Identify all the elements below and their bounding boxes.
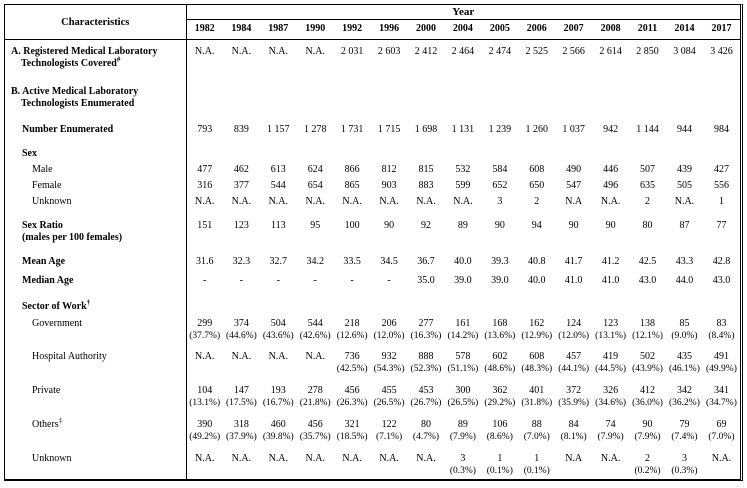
- cell-sex_unknown-1987: N.A.: [268, 196, 289, 207]
- year-col-2011: 2011: [629, 20, 666, 40]
- cell-female-2017: 556: [713, 180, 729, 191]
- row-label-mean_age: Mean Age: [5, 246, 186, 270]
- cell-private-1984: 147 (17.5%): [225, 385, 257, 408]
- cell-male-1984: 462: [233, 164, 249, 175]
- cell-hospital_authority-2007: 457 (44.1%): [558, 351, 590, 374]
- cell-hospital_authority-1990: N.A.: [305, 351, 325, 362]
- cell-active-2005: [481, 72, 518, 112]
- cell-sex_ratio-1992: 100: [344, 220, 360, 231]
- year-col-2005: 2005: [481, 20, 518, 40]
- table-border: [4, 4, 743, 481]
- cell-male-2008: 446: [603, 164, 619, 175]
- cell-sector_unknown-2011: 2 (0.2%): [634, 453, 661, 476]
- cell-sector_unknown-2006: 1 (0.1%): [523, 453, 550, 476]
- cell-private-1982: 104 (13.1%): [189, 385, 221, 408]
- cell-active-2006: [518, 72, 555, 112]
- cell-female-1987: 544: [270, 180, 286, 191]
- row-label-others: Others‡: [5, 411, 186, 445]
- cell-number_enumerated-2014: 944: [676, 124, 692, 135]
- row-sector: [5, 289, 740, 315]
- cell-number_enumerated-1996: 1 715: [377, 124, 401, 135]
- cell-male-2000: 815: [418, 164, 434, 175]
- cell-mean_age-1990: 34.2: [306, 256, 324, 267]
- cell-sex-2007: [555, 138, 592, 162]
- cell-sex_unknown-2004: N.A.: [453, 196, 473, 207]
- cell-government-2006: 162 (12.9%): [521, 318, 553, 341]
- characteristics-header: Characteristics: [5, 5, 186, 40]
- cell-male-1987: 613: [270, 164, 286, 175]
- cell-registered-1992: 2 031: [340, 46, 364, 57]
- row-male: [5, 162, 740, 178]
- cell-number_enumerated-2017: 984: [713, 124, 729, 135]
- cell-female-2007: 547: [566, 180, 582, 191]
- table-body: [5, 40, 740, 480]
- cell-government-1996: 206 (12.0%): [373, 318, 405, 341]
- cell-sex-1987: [260, 138, 297, 162]
- cell-others-2000: 80 (4.7%): [412, 419, 440, 442]
- table-header: [5, 5, 740, 40]
- cell-female-2011: 635: [640, 180, 656, 191]
- row-sex_unknown: [5, 194, 740, 210]
- row-government: [5, 315, 740, 344]
- cell-hospital_authority-2011: 502 (43.9%): [632, 351, 663, 374]
- cell-sector_unknown-2008: N.A.: [600, 453, 621, 464]
- cell-others-2004: 89 (7.9%): [449, 419, 476, 442]
- cell-male-2007: 490: [566, 164, 582, 175]
- cell-government-1990: 544 (42.6%): [299, 318, 331, 341]
- cell-active-1984: [223, 72, 260, 112]
- cell-sector_unknown-2005: 1 (0.1%): [486, 453, 513, 476]
- cell-sex_ratio-2011: 80: [642, 220, 653, 231]
- cell-sex-1992: [334, 138, 371, 162]
- year-col-2006: 2006: [518, 20, 555, 40]
- cell-registered-2005: 2 474: [488, 46, 512, 57]
- cell-government-2008: 123 (13.1%): [595, 318, 627, 341]
- row-label-sex_ratio: Sex Ratio (males per 100 females): [5, 210, 186, 246]
- footnote-mark: †: [86, 298, 91, 307]
- cell-hospital_authority-2005: 602 (48.6%): [484, 351, 516, 374]
- cell-hospital_authority-1987: N.A.: [268, 351, 289, 362]
- cell-median_age-1982: -: [203, 275, 207, 286]
- row-label-male: Male: [5, 162, 186, 178]
- cell-sex_ratio-2000: 92: [420, 220, 431, 231]
- cell-sector-2017: [703, 289, 740, 315]
- cell-registered-1987: N.A.: [268, 46, 289, 57]
- cell-number_enumerated-1987: 1 157: [267, 124, 290, 135]
- cell-registered-1996: 2 603: [377, 46, 401, 57]
- cell-hospital_authority-2004: 578 (51.1%): [447, 351, 479, 374]
- cell-sex_ratio-1996: 90: [384, 220, 395, 231]
- cell-sector_unknown-1990: N.A.: [305, 453, 325, 464]
- row-others: [5, 411, 740, 445]
- cell-mean_age-2004: 40.0: [454, 256, 472, 267]
- row-label-female: Female: [5, 178, 186, 194]
- cell-female-2000: 883: [418, 180, 434, 191]
- cell-active-2017: [703, 72, 740, 112]
- cell-male-2005: 584: [492, 164, 508, 175]
- cell-sex-1984: [223, 138, 260, 162]
- cell-registered-2006: 2 525: [525, 46, 548, 57]
- cell-active-1992: [334, 72, 371, 112]
- cell-sector-2000: [408, 289, 445, 315]
- year-col-2008: 2008: [592, 20, 629, 40]
- row-label-hospital_authority: Hospital Authority: [5, 344, 186, 377]
- cell-male-2014: 439: [676, 164, 692, 175]
- cell-sector-1992: [334, 289, 371, 315]
- cell-sex-2000: [408, 138, 445, 162]
- cell-sector_unknown-1984: N.A.: [231, 453, 252, 464]
- cell-active-1990: [297, 72, 334, 112]
- cell-government-1987: 504 (43.6%): [262, 318, 294, 341]
- cell-male-1996: 812: [381, 164, 397, 175]
- cell-hospital_authority-2008: 419 (44.5%): [595, 351, 627, 374]
- cell-sex-2004: [444, 138, 481, 162]
- cell-female-2004: 599: [455, 180, 471, 191]
- cell-sex_ratio-1984: 123: [233, 220, 249, 231]
- statistics-table: [5, 5, 740, 479]
- row-number_enumerated: [5, 112, 740, 138]
- cell-hospital_authority-1982: N.A.: [194, 351, 215, 362]
- cell-male-2011: 507: [640, 164, 656, 175]
- cell-sector_unknown-2007: N.A: [565, 453, 583, 464]
- cell-sex-2017: [703, 138, 740, 162]
- cell-median_age-1984: -: [239, 275, 244, 286]
- cell-female-2006: 650: [529, 180, 545, 191]
- cell-number_enumerated-2011: 1 144: [636, 124, 659, 135]
- cell-median_age-2011: 43.0: [638, 275, 657, 286]
- cell-mean_age-1987: 32.7: [269, 256, 288, 267]
- cell-sex-2005: [481, 138, 518, 162]
- row-sector_unknown: [5, 445, 740, 479]
- cell-others-2006: 88 (7.0%): [523, 419, 550, 442]
- cell-median_age-1996: -: [387, 275, 391, 286]
- cell-registered-2011: 2 850: [636, 46, 659, 57]
- cell-mean_age-1982: 31.6: [195, 256, 214, 267]
- cell-others-1996: 122 (7.1%): [376, 419, 403, 442]
- row-female: [5, 178, 740, 194]
- cell-mean_age-2005: 39.3: [491, 256, 509, 267]
- cell-others-1992: 321 (18.5%): [336, 419, 368, 442]
- row-label-median_age: Median Age: [5, 270, 186, 289]
- cell-private-2005: 362 (29.2%): [484, 385, 516, 408]
- cell-sex_unknown-2005: 3: [497, 196, 503, 207]
- cell-sector-2008: [592, 289, 629, 315]
- cell-sex_unknown-1996: N.A.: [379, 196, 399, 207]
- cell-others-1982: 390 (49.2%): [189, 419, 221, 442]
- cell-number_enumerated-2005: 1 239: [488, 124, 512, 135]
- cell-median_age-1992: -: [350, 275, 354, 286]
- cell-female-2005: 652: [492, 180, 508, 191]
- row-label-sex: Sex: [5, 138, 186, 162]
- cell-others-2008: 74 (7.9%): [597, 419, 624, 442]
- row-hospital_authority: [5, 344, 740, 377]
- cell-median_age-1990: -: [313, 275, 317, 286]
- cell-sex-1990: [297, 138, 334, 162]
- cell-median_age-2000: 35.0: [417, 275, 435, 286]
- cell-female-1990: 654: [307, 180, 323, 191]
- cell-registered-1984: N.A.: [231, 46, 252, 57]
- cell-median_age-2004: 39.0: [454, 275, 472, 286]
- cell-others-2011: 90 (7.9%): [634, 419, 661, 442]
- row-active: [5, 72, 740, 112]
- cell-government-2004: 161 (14.2%): [447, 318, 479, 341]
- cell-registered-2007: 2 566: [562, 46, 585, 57]
- cell-private-2000: 453 (26.7%): [410, 385, 442, 408]
- cell-male-1990: 624: [307, 164, 323, 175]
- cell-mean_age-1996: 34.5: [380, 256, 398, 267]
- footnote-mark: #: [116, 55, 121, 64]
- cell-sex-1982: [186, 138, 223, 162]
- cell-mean_age-1992: 33.5: [343, 256, 361, 267]
- cell-mean_age-1984: 32.3: [232, 256, 251, 267]
- cell-active-1987: [260, 72, 297, 112]
- cell-mean_age-2011: 42.5: [638, 256, 657, 267]
- cell-government-1982: 299 (37.7%): [189, 318, 221, 341]
- cell-sex-2011: [629, 138, 666, 162]
- cell-others-2007: 84 (8.1%): [560, 419, 587, 442]
- cell-sex_unknown-2000: N.A.: [416, 196, 436, 207]
- cell-sex_unknown-2007: N.A: [565, 196, 583, 207]
- cell-private-1987: 193 (16.7%): [262, 385, 294, 408]
- cell-female-2008: 496: [603, 180, 619, 191]
- cell-number_enumerated-2007: 1 037: [562, 124, 585, 135]
- cell-registered-1982: N.A.: [194, 46, 215, 57]
- year-col-1996: 1996: [371, 20, 408, 40]
- cell-active-2014: [666, 72, 703, 112]
- cell-government-2000: 277 (16.3%): [410, 318, 442, 341]
- cell-hospital_authority-2006: 608 (48.3%): [521, 351, 553, 374]
- cell-hospital_authority-2017: 491 (49.9%): [706, 351, 737, 374]
- cell-government-2014: 85 (9.0%): [671, 318, 698, 341]
- cell-private-2014: 342 (36.2%): [669, 385, 700, 408]
- row-label-government: Government: [5, 315, 186, 344]
- cell-number_enumerated-1984: 839: [233, 124, 249, 135]
- cell-sex-1996: [371, 138, 408, 162]
- cell-private-1996: 455 (26.5%): [373, 385, 405, 408]
- row-sex: [5, 138, 740, 162]
- cell-mean_age-2008: 41.2: [601, 256, 620, 267]
- cell-registered-1990: N.A.: [305, 46, 325, 57]
- cell-sex_ratio-2007: 90: [568, 220, 579, 231]
- cell-sex_ratio-2017: 77: [716, 220, 727, 231]
- cell-sector-2007: [555, 289, 592, 315]
- cell-private-2011: 412 (36.0%): [632, 385, 663, 408]
- cell-others-1987: 460 (39.8%): [262, 419, 294, 442]
- cell-hospital_authority-2014: 435 (46.1%): [669, 351, 700, 374]
- year-col-2004: 2004: [444, 20, 481, 40]
- cell-sex_ratio-1982: 151: [197, 220, 213, 231]
- row-label-active: B. Active Medical Laboratory Technologists Enumerated: [5, 72, 186, 112]
- cell-others-1984: 318 (37.9%): [225, 419, 257, 442]
- cell-others-1990: 456 (35.7%): [299, 419, 331, 442]
- cell-active-2007: [555, 72, 592, 112]
- cell-sex_unknown-2017: 1: [718, 196, 724, 207]
- cell-number_enumerated-2006: 1 260: [525, 124, 548, 135]
- cell-number_enumerated-1992: 1 731: [340, 124, 364, 135]
- cell-registered-2017: 3 426: [710, 46, 733, 57]
- cell-sector_unknown-1982: N.A.: [194, 453, 215, 464]
- cell-mean_age-2017: 42.8: [712, 256, 731, 267]
- cell-median_age-2007: 41.0: [564, 275, 583, 286]
- cell-sector_unknown-1992: N.A.: [342, 453, 362, 464]
- cell-female-2014: 505: [676, 180, 692, 191]
- year-col-2000: 2000: [408, 20, 445, 40]
- cell-hospital_authority-1996: 932 (54.3%): [373, 351, 405, 374]
- cell-registered-2000: 2 412: [414, 46, 438, 57]
- cell-sector-2011: [629, 289, 666, 315]
- cell-government-2017: 83 (8.4%): [708, 318, 735, 341]
- year-col-1992: 1992: [334, 20, 371, 40]
- year-col-2014: 2014: [666, 20, 703, 40]
- cell-sector-1984: [223, 289, 260, 315]
- cell-male-2017: 427: [713, 164, 729, 175]
- year-col-2017: 2017: [703, 20, 740, 40]
- cell-median_age-2017: 43.0: [712, 275, 731, 286]
- year-col-1990: 1990: [297, 20, 334, 40]
- year-col-2007: 2007: [555, 20, 592, 40]
- cell-sex_ratio-1987: 113: [270, 220, 286, 231]
- cell-median_age-1987: -: [276, 275, 280, 286]
- cell-sex_ratio-2006: 94: [531, 220, 542, 231]
- cell-government-2007: 124 (12.0%): [558, 318, 590, 341]
- cell-number_enumerated-2004: 1 131: [451, 124, 475, 135]
- cell-median_age-2005: 39.0: [491, 275, 509, 286]
- cell-active-2004: [444, 72, 481, 112]
- row-label-private: Private: [5, 377, 186, 411]
- cell-private-1990: 278 (21.8%): [299, 385, 331, 408]
- cell-sex_ratio-2004: 89: [457, 220, 468, 231]
- cell-mean_age-2000: 36.7: [417, 256, 435, 267]
- cell-female-1984: 377: [233, 180, 249, 191]
- cell-sex_unknown-1992: N.A.: [342, 196, 362, 207]
- cell-sex_ratio-1990: 95: [310, 220, 321, 231]
- cell-mean_age-2014: 43.3: [675, 256, 694, 267]
- cell-sex_ratio-2008: 90: [605, 220, 616, 231]
- cell-hospital_authority-2000: 888 (52.3%): [410, 351, 442, 374]
- row-private: [5, 377, 740, 411]
- cell-sector-1990: [297, 289, 334, 315]
- cell-sector-1987: [260, 289, 297, 315]
- cell-sex-2006: [518, 138, 555, 162]
- cell-sex-2008: [592, 138, 629, 162]
- row-mean_age: [5, 246, 740, 270]
- cell-male-2006: 608: [529, 164, 545, 175]
- cell-sex_unknown-2011: 2: [645, 196, 651, 207]
- cell-female-1982: 316: [197, 180, 213, 191]
- cell-sector_unknown-2014: 3 (0.3%): [671, 453, 698, 476]
- cell-sector_unknown-2017: N.A.: [711, 453, 732, 464]
- cell-number_enumerated-1990: 1 278: [303, 124, 327, 135]
- header-row-1: [5, 5, 740, 20]
- cell-sector-1982: [186, 289, 223, 315]
- cell-active-2011: [629, 72, 666, 112]
- year-col-1982: 1982: [186, 20, 223, 40]
- cell-private-2004: 300 (26.5%): [447, 385, 479, 408]
- cell-private-2006: 401 (31.8%): [521, 385, 553, 408]
- cell-sector_unknown-2004: 3 (0.3%): [449, 453, 476, 476]
- cell-sex_unknown-1990: N.A.: [305, 196, 325, 207]
- cell-male-1982: 477: [197, 164, 213, 175]
- cell-registered-2014: 3 084: [673, 46, 696, 57]
- year-col-1984: 1984: [223, 20, 260, 40]
- cell-government-2005: 168 (13.6%): [484, 318, 516, 341]
- cell-others-2017: 69 (7.0%): [708, 419, 735, 442]
- cell-median_age-2006: 40.0: [528, 275, 546, 286]
- cell-sex-2014: [666, 138, 703, 162]
- cell-sector-2014: [666, 289, 703, 315]
- cell-sector_unknown-1996: N.A.: [379, 453, 399, 464]
- cell-sex_unknown-2008: N.A.: [600, 196, 621, 207]
- cell-male-1992: 866: [344, 164, 360, 175]
- cell-hospital_authority-1992: 736 (42.5%): [336, 351, 368, 374]
- cell-sector-2005: [481, 289, 518, 315]
- cell-private-1992: 456 (26.3%): [336, 385, 368, 408]
- row-registered: [5, 40, 740, 73]
- cell-sector_unknown-2000: N.A.: [416, 453, 436, 464]
- cell-hospital_authority-1984: N.A.: [231, 351, 252, 362]
- cell-registered-2008: 2 614: [599, 46, 622, 57]
- cell-government-1992: 218 (12.6%): [336, 318, 368, 341]
- cell-sector-2004: [444, 289, 481, 315]
- cell-male-2004: 532: [455, 164, 471, 175]
- footnote-mark: ‡: [58, 416, 63, 425]
- row-sex_ratio: [5, 210, 740, 246]
- cell-sector-2006: [518, 289, 555, 315]
- cell-government-1984: 374 (44.6%): [225, 318, 257, 341]
- cell-active-2000: [408, 72, 445, 112]
- cell-sex_ratio-2005: 90: [494, 220, 505, 231]
- row-label-registered: A. Registered Medical Laboratory Technologists Covered#: [5, 40, 186, 73]
- cell-others-2005: 106 (8.6%): [486, 419, 513, 442]
- cell-sex_unknown-1984: N.A.: [231, 196, 252, 207]
- cell-female-1996: 903: [381, 180, 397, 191]
- cell-active-1996: [371, 72, 408, 112]
- cell-private-2007: 372 (35.9%): [558, 385, 590, 408]
- cell-number_enumerated-2000: 1 698: [414, 124, 438, 135]
- year-header: Year: [186, 5, 740, 20]
- cell-sector-1996: [371, 289, 408, 315]
- cell-mean_age-2007: 41.7: [564, 256, 583, 267]
- cell-female-1992: 865: [344, 180, 360, 191]
- row-label-sector: Sector of Work†: [5, 289, 186, 315]
- cell-active-2008: [592, 72, 629, 112]
- cell-sex_unknown-2014: N.A.: [674, 196, 695, 207]
- row-label-sex_unknown: Unknown: [5, 194, 186, 210]
- cell-sex_ratio-2014: 87: [679, 220, 690, 231]
- cell-sector_unknown-1987: N.A.: [268, 453, 289, 464]
- cell-active-1982: [186, 72, 223, 112]
- cell-private-2017: 341 (34.7%): [706, 385, 737, 408]
- cell-number_enumerated-1982: 793: [197, 124, 213, 135]
- row-label-number_enumerated: Number Enumerated: [5, 112, 186, 138]
- cell-sex_unknown-2006: 2: [534, 196, 540, 207]
- cell-mean_age-2006: 40.8: [528, 256, 546, 267]
- cell-median_age-2014: 44.0: [675, 275, 694, 286]
- cell-median_age-2008: 41.0: [601, 275, 620, 286]
- cell-sex_unknown-1982: N.A.: [194, 196, 215, 207]
- cell-private-2008: 326 (34.6%): [595, 385, 627, 408]
- cell-number_enumerated-2008: 942: [603, 124, 619, 135]
- cell-registered-2004: 2 464: [451, 46, 475, 57]
- row-label-sector_unknown: Unknown: [5, 445, 186, 479]
- cell-others-2014: 79 (7.4%): [671, 419, 698, 442]
- year-col-1987: 1987: [260, 20, 297, 40]
- cell-government-2011: 138 (12.1%): [632, 318, 663, 341]
- row-median_age: [5, 270, 740, 289]
